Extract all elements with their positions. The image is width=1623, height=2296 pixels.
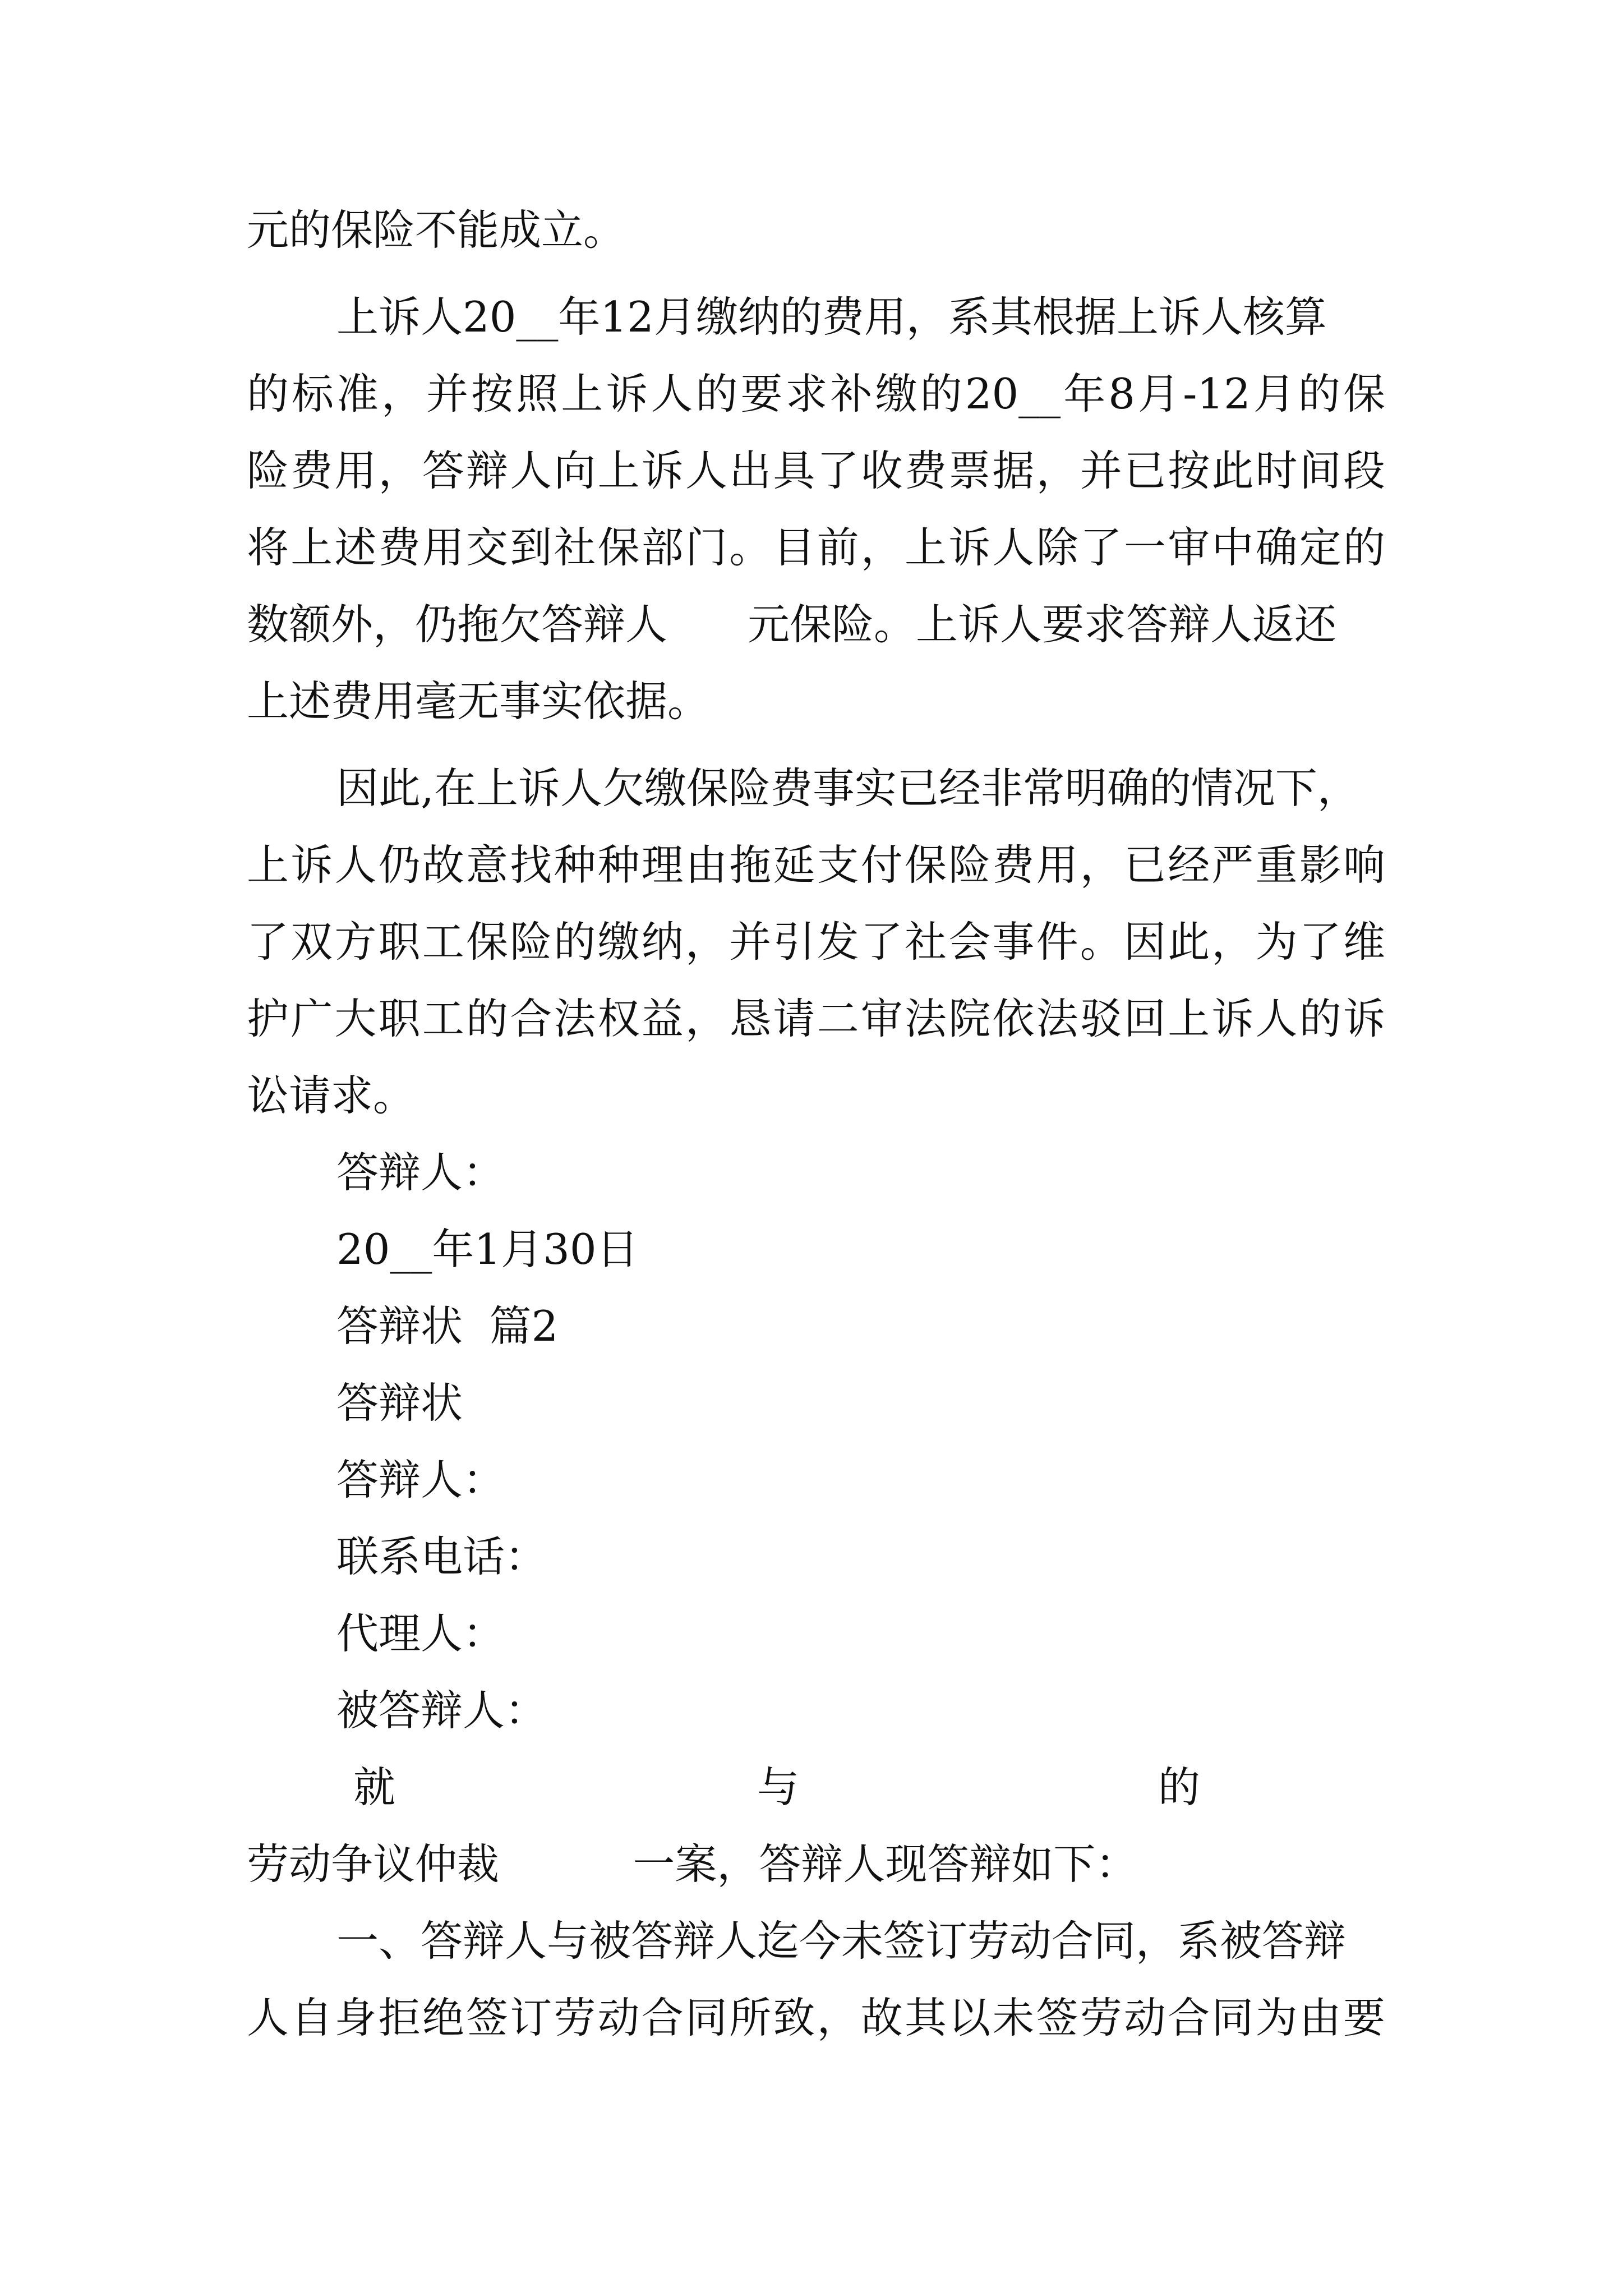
- date-line: 20__年1月30日: [336, 1225, 639, 1274]
- paragraph-line: 因此,在上诉人欠缴保险费事实已经非常明确的情况下，: [336, 763, 1359, 813]
- phone-label: 联系电话：: [336, 1532, 547, 1581]
- paragraph-line: 护广大职工的合法权益，恳请二审法院依法驳回上诉人的诉: [247, 994, 1385, 1043]
- paragraph-line: 一、答辩人与被答辩人迄今未签订劳动合同，系被答辩: [336, 1916, 1347, 1966]
- paragraph-line: 讼请求。: [247, 1071, 416, 1120]
- paragraph-line: 上述费用毫无事实依据。: [247, 677, 710, 726]
- paragraph-line: 数额外，仍拖欠答辩人 元保险。上诉人要求答辩人返还: [247, 600, 1337, 649]
- paragraph-line: 劳动争议仲裁 一案，答辩人现答辩如下：: [247, 1839, 1138, 1889]
- paragraph-line: 上诉人20__年12月缴纳的费用，系其根据上诉人核算: [336, 292, 1327, 342]
- spread-word: 的: [1158, 1763, 1201, 1812]
- paragraph-line: 上诉人仍故意找种种理由拖延支付保险费用，已经严重影响: [247, 840, 1385, 890]
- paragraph-line: 元的保险不能成立。: [247, 205, 626, 255]
- claimant-label: 被答辩人：: [336, 1686, 547, 1735]
- spread-word: 就: [353, 1763, 396, 1812]
- paragraph-line: 将上述费用交到社保部门。目前，上诉人除了一审中确定的: [247, 523, 1385, 572]
- paragraph-line: 的标准，并按照上诉人的要求补缴的20__年8月-12月的保: [247, 369, 1385, 418]
- section-heading: 答辩状 篇2: [336, 1301, 559, 1351]
- paragraph-line: 人自身拒绝签订劳动合同所致，故其以未签劳动合同为由要: [247, 1993, 1385, 2042]
- document-title: 答辩状: [336, 1378, 463, 1428]
- respondent-label: 答辩人：: [336, 1148, 505, 1197]
- agent-label: 代理人：: [336, 1609, 505, 1658]
- respondent-label: 答辩人：: [336, 1455, 505, 1504]
- paragraph-line: 了双方职工保险的缴纳，并引发了社会事件。因此，为了维: [247, 917, 1385, 967]
- paragraph-line: 险费用，答辩人向上诉人出具了收费票据，并已按此时间段: [247, 446, 1385, 495]
- spread-word: 与: [757, 1763, 800, 1812]
